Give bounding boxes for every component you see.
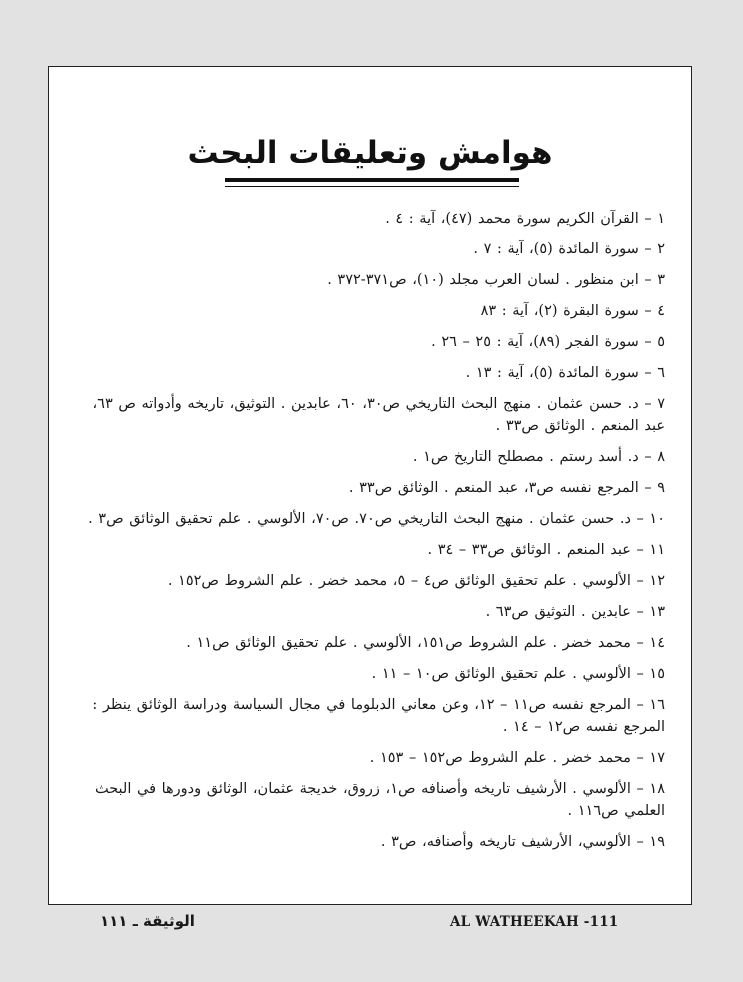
note-item: ١٨ – الألوسي . الأرشيف تاريخه وأصنافه ص١، زروق، خديجة عثمان، الوثائق ودورها في البحث العلمي ص١١٦ . [94,781,665,819]
note-item: ٥ – سورة الفجر (٨٩)، آية : ٢٥ – ٢٦ . [431,334,665,350]
note-item: ١٢ – الألوسي . علم تحقيق الوثائق ص٤ – ٥، محمد خضر . علم الشروط ص١٥٢ . [167,573,665,589]
note-item: ٦ – سورة المائدة (٥)، آية : ١٣ . [465,365,665,381]
note-item: ٧ – د. حسن عثمان . منهج البحث التاريخي ص٣٠، ٦٠، عابدين . التوثيق، تاريخه وأدواته ص ٦٣، عبد المنعم . الوثائق ص٣٣ . [92,396,665,434]
note-item: ١٧ – محمد خضر . علم الشروط ص١٥٢ – ١٥٣ . [369,750,665,766]
note-item: ١٤ – محمد خضر . علم الشروط ص١٥١، الألوسي . علم تحقيق الوثائق ص١١ . [186,635,665,651]
note-item: ٨ – د. أسد رستم . مصطلح التاريخ ص١ . [412,449,665,465]
note-item: ٢ – سورة المائدة (٥)، آية : ٧ . [473,241,665,257]
note-item: ١ – القرآن الكريم سورة محمد (٤٧)، آية : ٤ . [385,211,665,227]
title-underline-thick [225,178,519,182]
note-item: ٣ – ابن منظور . لسان العرب مجلد (١٠)، ص٣٧١-٣٧٢ . [327,272,665,288]
note-item: ٤ – سورة البقرة (٢)، آية : ٨٣ [480,303,665,319]
note-item: ١٦ – المرجع نفسه ص١١ – ١٢، وعن معاني الدبلوما في مجال السياسة ودراسة الوثائق ينظر : المرجع نفسه ص١٢ – ١٤ . [92,697,665,735]
note-item: ١٠ – د. حسن عثمان . منهج البحث التاريخي ص٧٠. ص٧٠، الألوسي . علم تحقيق الوثائق ص٣ . [88,511,665,527]
page-frame [48,66,692,905]
footer-english: AL WATHEEKAH -111 [450,914,619,930]
note-item: ١٥ – الألوسي . علم تحقيق الوثائق ص١٠ – ١١ . [371,666,665,682]
notes-list [85,208,665,853]
note-item: ١٣ – عابدين . التوثيق ص٦٣ . [485,604,665,620]
page-title: هوامش وتعليقات البحث [187,135,553,171]
note-item: ٩ – المرجع نفسه ص٣، عبد المنعم . الوثائق ص٣٣ . [348,480,665,496]
footer-arabic: الوثيقة ـ ١١١ [100,912,195,930]
note-item: ١٩ – الألوسي، الأرشيف تاريخه وأصنافه، ص٣ . [380,834,665,850]
note-item: ١١ – عبد المنعم . الوثائق ص٣٣ – ٣٤ . [427,542,665,558]
title-underline-thin [225,186,519,187]
